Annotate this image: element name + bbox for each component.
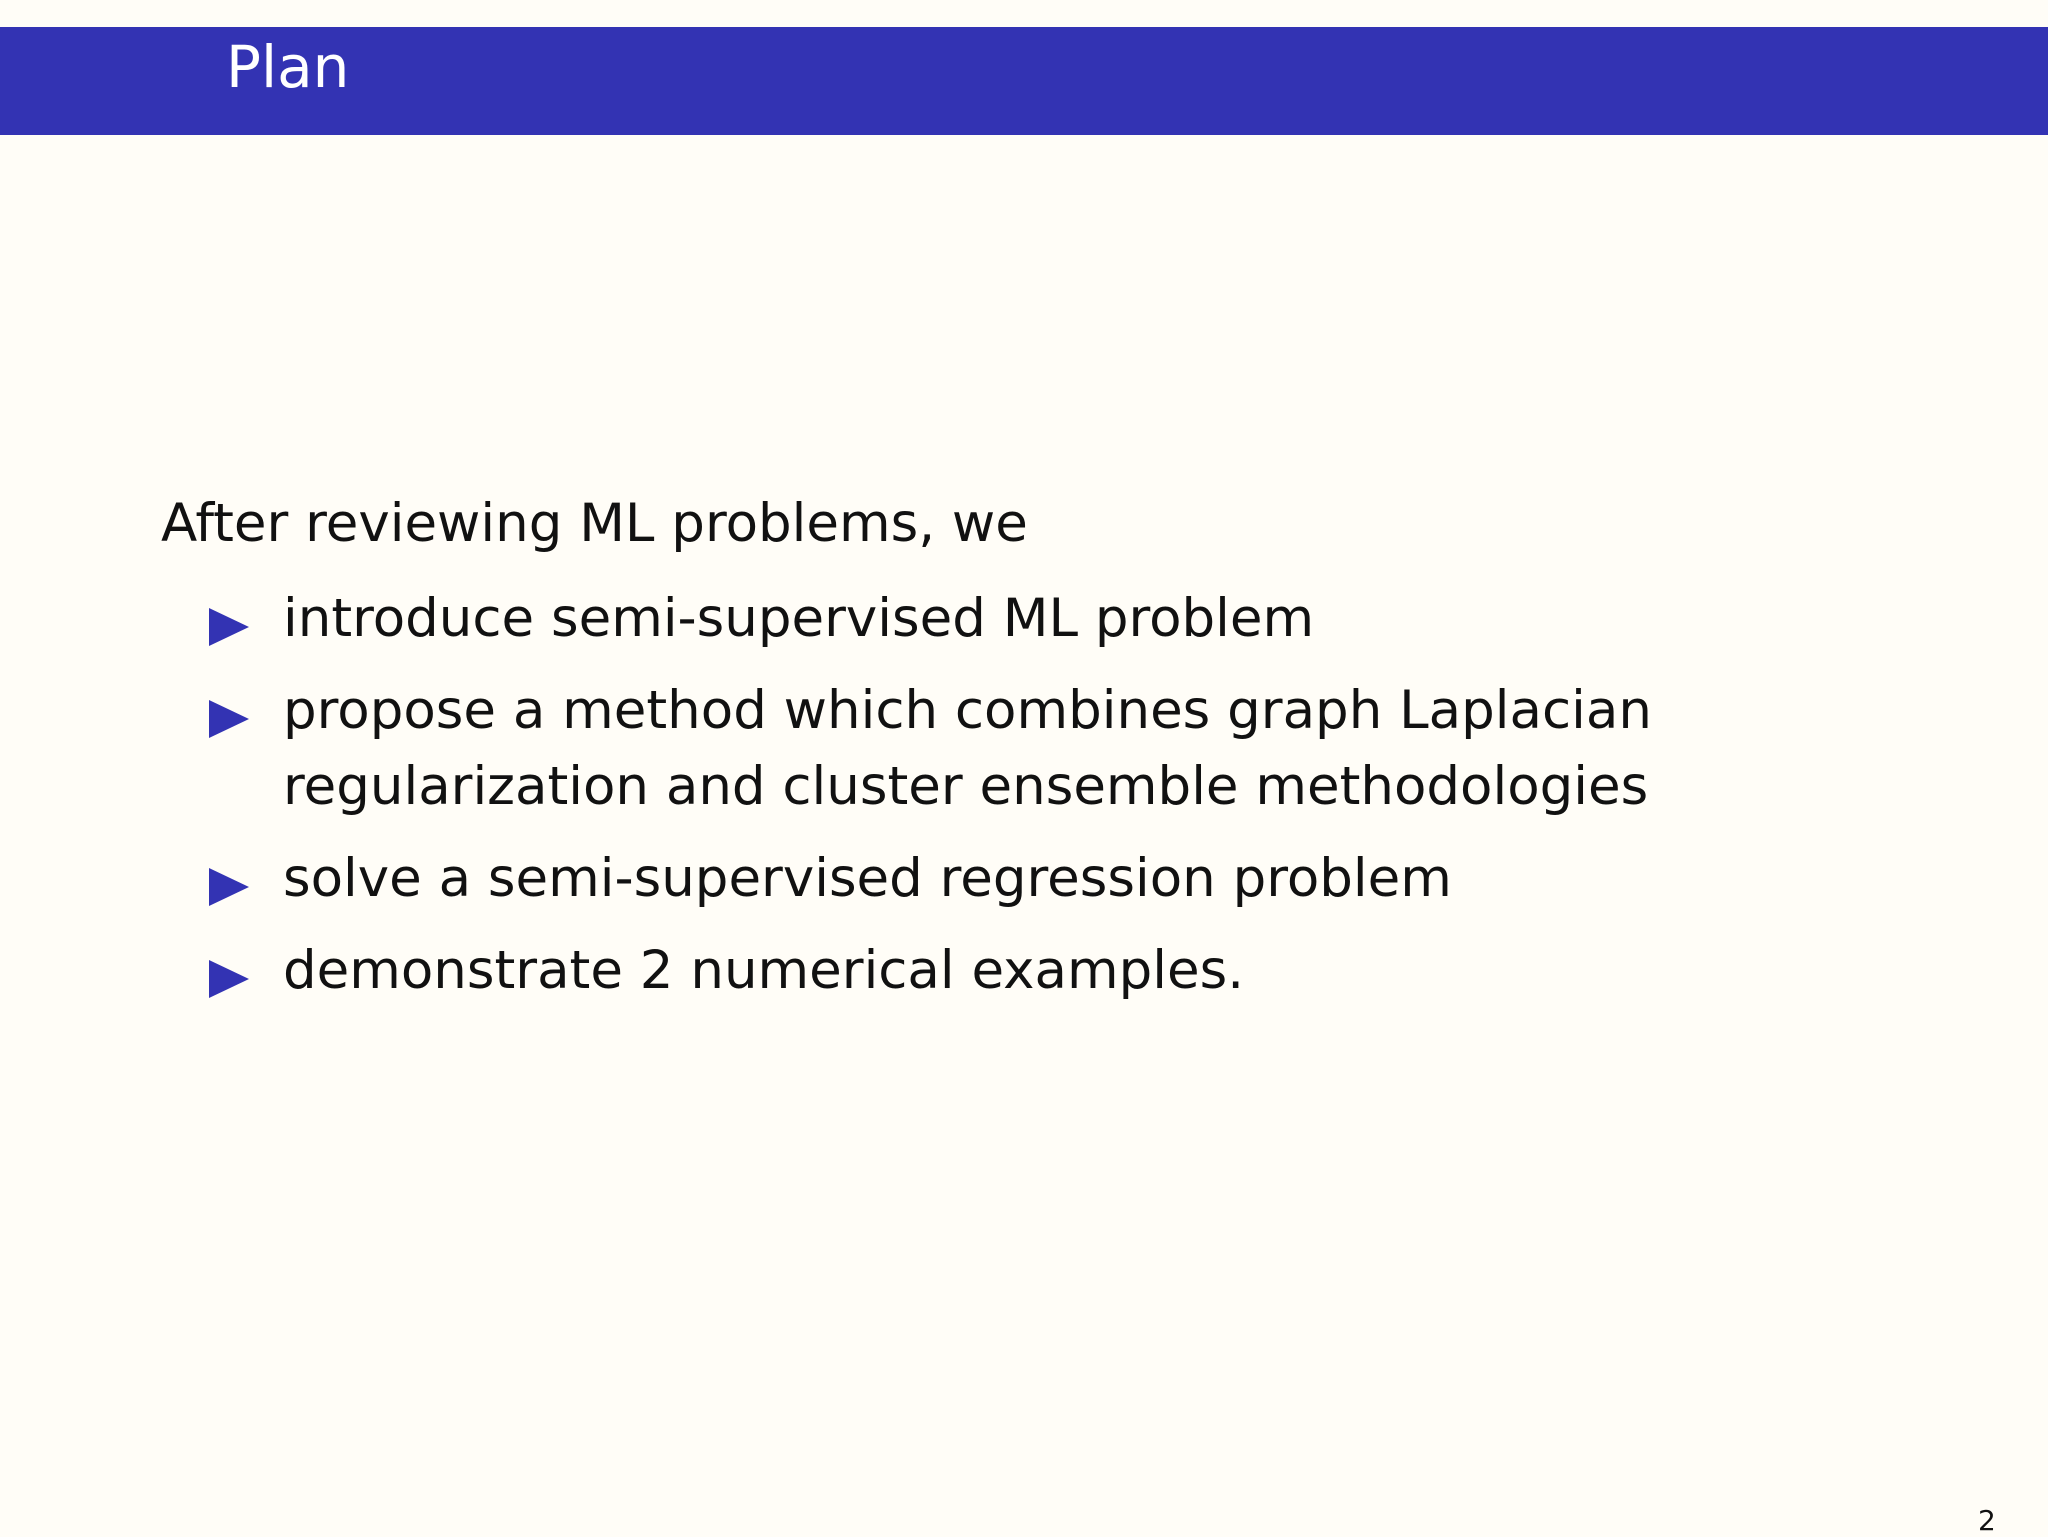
bullet-item-introduce: introduce semi-supervised ML problem [283,588,1315,649]
page-number: 2 [1978,1504,1996,1537]
triangle-bullet-icon [209,608,249,646]
intro-text: After reviewing ML problems, we [161,493,1028,554]
slide-title: Plan [226,33,350,101]
bullet-item-propose: propose a method which combines graph Laplacian [283,680,1652,741]
bullet-item-solve: solve a semi-supervised regression problem [283,848,1452,909]
bullet-item-propose-continuation: regularization and cluster ensemble methodologies [283,756,1649,817]
bullet-item-demonstrate: demonstrate 2 numerical examples. [283,940,1245,1001]
triangle-bullet-icon [209,868,249,906]
triangle-bullet-icon [209,960,249,998]
triangle-bullet-icon [209,700,249,738]
